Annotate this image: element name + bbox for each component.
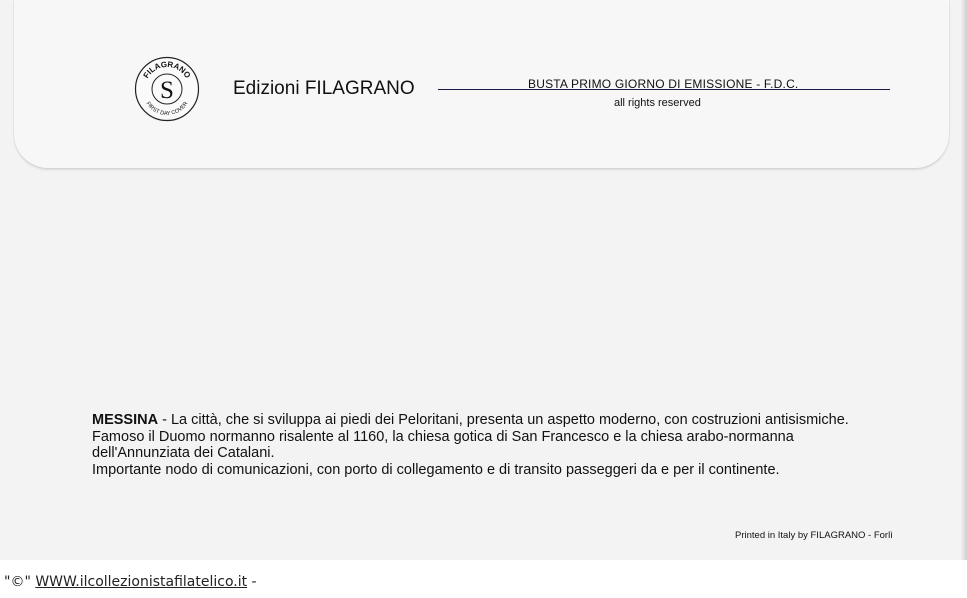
logo-bottom-text: FIRST DAY COVER xyxy=(144,100,190,118)
copyright-mark: "©" xyxy=(4,574,31,590)
logo-letter: S xyxy=(160,77,174,104)
city-name: MESSINA xyxy=(92,412,159,428)
description-paragraph-2: Importante nodo di comunicazioni, con porto di collegamento e di transito passeggeri da e per il continente. xyxy=(92,461,780,478)
envelope-edge xyxy=(961,0,967,560)
website-link[interactable]: WWW.ilcollezionistafilatelico.it xyxy=(35,574,248,590)
rights-notice: all rights reserved xyxy=(614,97,701,109)
watermark-suffix: - xyxy=(247,574,257,590)
city-description xyxy=(92,412,876,478)
logo-top-text: FILAGRANO xyxy=(141,59,193,80)
description-text-1: - La città, che si sviluppa ai piedi dei Peloritani, presenta un aspetto moderno, con costruzioni antisismiche. Famoso il Duomo normanno risalente al 1160, la chiesa gotica di San Francesco e la chiesa arabo-normanna dell'Annunziata dei Catalani. xyxy=(92,412,849,461)
watermark-text xyxy=(4,574,257,590)
description-paragraph-1 xyxy=(92,412,876,462)
watermark-bar xyxy=(0,562,967,598)
fdc-title: BUSTA PRIMO GIORNO DI EMISSIONE - F.D.C. xyxy=(528,77,799,91)
printer-credit: Printed in Italy by FILAGRANO - Forlì xyxy=(735,530,893,541)
publisher-name: Edizioni FILAGRANO xyxy=(233,78,415,99)
filagrano-logo-icon xyxy=(134,56,200,122)
